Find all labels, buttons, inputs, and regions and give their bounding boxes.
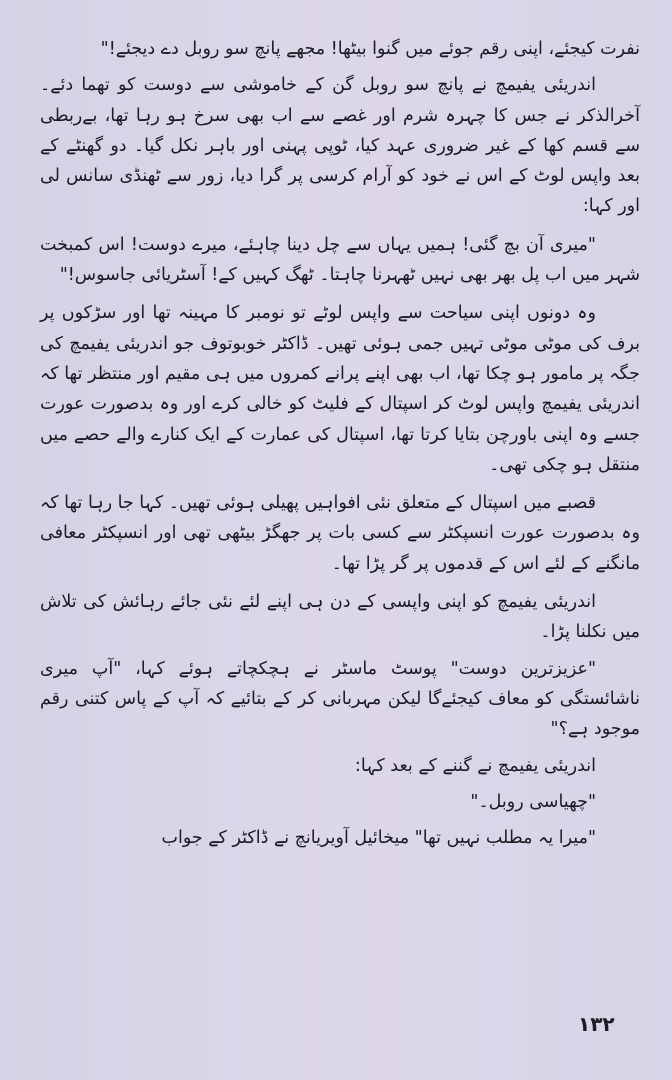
paragraph-10: "میرا یہ مطلب نہیں تھا" میخائیل آویریانچ نے ڈاکٹر کے جواب [161,828,596,849]
paragraph-6: اندریئی یفیمچ کو اپنی واپسی کے دن ہی اپنے لئے نئی جائے رہائش کی تلاش میں نکلنا پڑا۔ [40,592,640,643]
paragraph-9: "چھیاسی روبل۔" [470,791,596,812]
page-text [40,34,640,859]
page-number: ۱۳۲ [578,1012,615,1036]
paragraph-1: نفرت کیجئے، اپنی رقم جوئے میں گنوا بیٹھا! مجھے پانچ سو روبل دے دیجئے!" [100,39,640,59]
paragraph-3: "میری آن بچ گئی! ہمیں یہاں سے چل دینا چاہئے، میرے دوست! اس کمبخت شہر میں اب پل بھر بھی نہیں ٹھہرنا چاہتا۔ ٹھگ کہیں کے! آسٹریائی جاسوس!" [40,234,640,286]
paragraph-7: "عزیزترین دوست" پوسٹ ماسٹر نے ہچکچاتے ہوئے کہا، "آپ میری ناشائستگی کو معاف کیجئےگا لیکن مہربانی کر کے بتائیے کہ آپ کے پاس کتنی رقم موجود ہے؟" [40,658,640,740]
paragraph-4: وہ دونوں اپنی سیاحت سے واپس لوٹے تو نومبر کا مہینہ تھا اور سڑکوں پر برف کی موٹی موٹی تہیں جمی ہوئی تھیں۔ ڈاکٹر خوبوتوف جو اندریئی یفیمچ کی جگہ پر مامور ہو چکا تھا، اب بھی اپنے پرانے کمروں میں ہی مقیم اور منتظر تھا کہ اندریئی یفیمچ واپس لوٹ کر اسپتال کے فلیٹ کو خالی کرے اور وہ بدصورت عورت جسے وہ اپنی باورچن بتایا کرتا تھا، اسپتال کی عمارت کے ایک کنارے والے حصے میں منتقل ہو چکی تھی۔ [40,303,640,475]
paragraph-2: اندریئی یفیمچ نے پانچ سو روبل گن کے خاموشی سے دوست کو تھما دئے۔ آخرالذکر نے جس کا چہرہ شرم اور غصے سے اب بھی سرخ ہو رہا تھا، بےربطی سے قسم کھا کے غیر ضروری عہد کیا، ٹوپی پہنی اور باہر نکل گیا۔ دو گھنٹے کے بعد واپس لوٹ کے اس نے خود کو آرام کرسی پر گرا دیا، زور سے ٹھنڈی سانس لی اور کہا: [40,75,640,217]
paragraph-5: قصبے میں اسپتال کے متعلق نئی افواہیں پھیلی ہوئی تھیں۔ کہا جا رہا تھا کہ وہ بدصورت عورت انسپکٹر سے کسی بات پر جھگڑ بیٹھی تھی اور انسپکٹر معافی مانگنے کے لئے اس کے قدموں پر گر پڑا تھا۔ [40,493,640,574]
paragraph-8: اندریئی یفیمچ نے گننے کے بعد کہا: [354,755,596,776]
